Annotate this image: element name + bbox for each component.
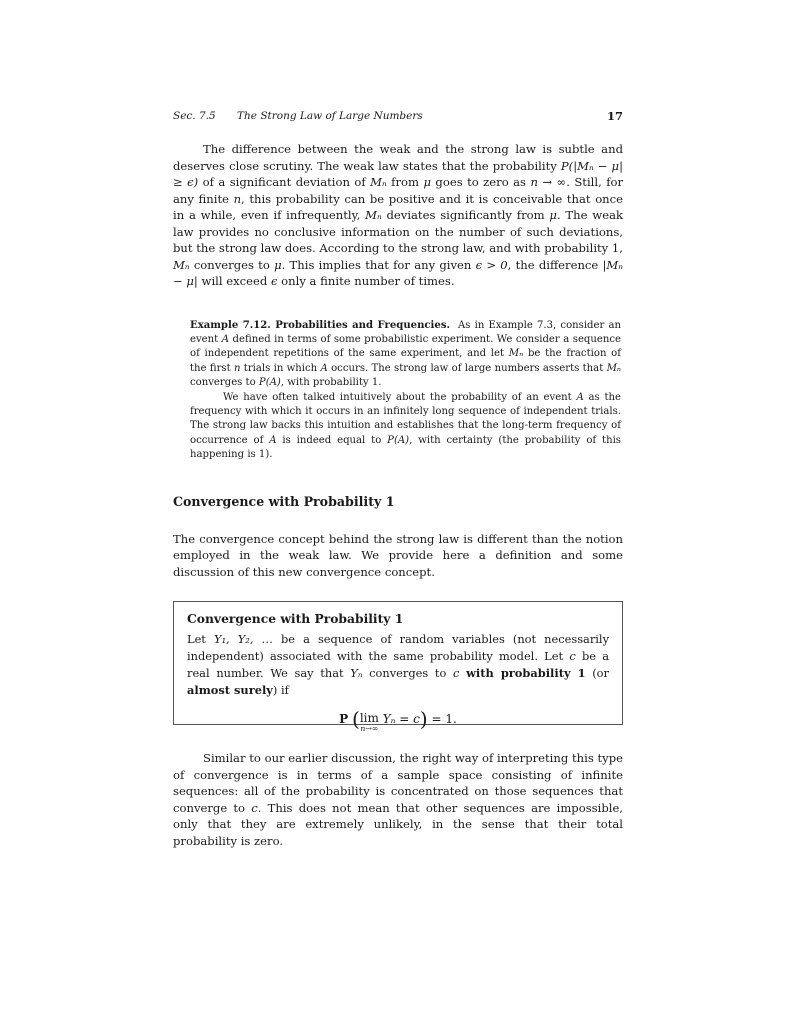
term-almost-surely: almost surely xyxy=(187,683,273,698)
example-paragraph-2: We have often talked intuitively about the probability of an event A as the frequency with which it occurs in an infinitely long sequence of independent trials. The strong law backs this intuition and establishes that the long-term frequency of occurrence of A is indeed equal to P(A), with certainty (the probability of this happening is 1). xyxy=(190,391,621,461)
term-with-probability-1: with probability 1 xyxy=(466,666,586,681)
definition-box xyxy=(173,601,623,734)
definition-text: Let Y₁, Y₂, … be a sequence of random variables (not necessarily independent) associated with the same probability model. Let c be a real number. We say that Yₙ converges to c with probability 1 (or almost surely) if xyxy=(187,632,610,698)
section-number: Sec. 7.5 xyxy=(173,110,216,122)
page xyxy=(173,108,623,849)
running-header xyxy=(173,108,623,128)
math-inline: P(|Mₙ − μ| ≥ ϵ) xyxy=(173,158,624,189)
example-block xyxy=(190,319,621,463)
chapter-title: The Strong Law of Large Numbers xyxy=(237,110,423,122)
definition-title: Convergence with Probability 1 xyxy=(187,611,404,627)
section-heading: Convergence with Probability 1 xyxy=(173,493,395,509)
display-formula: P (lim n→∞ Yₙ = c) = 1. xyxy=(339,707,457,734)
page-number: 17 xyxy=(606,109,623,123)
example-title: Example 7.12. Probabilities and Frequencies. xyxy=(190,319,451,331)
example-paragraph-1: Example 7.12. Probabilities and Frequencies. As in Example 7.3, consider an event A defined in terms of some probabilistic experiment. We consider a sequence of independent repetitions of the same experiment, and let Mₙ be the fraction of the first n trials in which A occurs. The strong law of large numbers asserts that Mₙ converges to P(A), with probability 1. xyxy=(190,319,622,389)
intro-paragraph: The difference between the weak and the strong law is subtle and deserves close scrutiny. The weak law states that the probability P(|Mₙ − μ| ≥ ϵ) of a significant deviation of Mₙ from μ goes to zero as n → ∞. Still, for any finite n, this probability can be positive and it is conceivable that once in a while, even if infrequently, Mₙ deviates significantly from μ. The weak law provides no conclusive information on the number of such deviations, but the strong law does. According to the strong law, and with probability 1, Mₙ converges to μ. This implies that for any given ϵ > 0, the difference |Mₙ − μ| will exceed ϵ only a finite number of times. xyxy=(173,142,624,288)
closing-paragraph: Similar to our earlier discussion, the right way of interpreting this type of convergence is in terms of a sample space consisting of infinite sequences: all of the probability is concentrated on those sequences that converge to c. This does not mean that other sequences are impossible, only that they are extremely unlikely, in the sense that their total probability is zero. xyxy=(173,751,623,848)
section-intro-paragraph: The convergence concept behind the strong law is different than the notion employed in the weak law. We provide here a definition and some discussion of this new convergence concept. xyxy=(173,531,623,579)
